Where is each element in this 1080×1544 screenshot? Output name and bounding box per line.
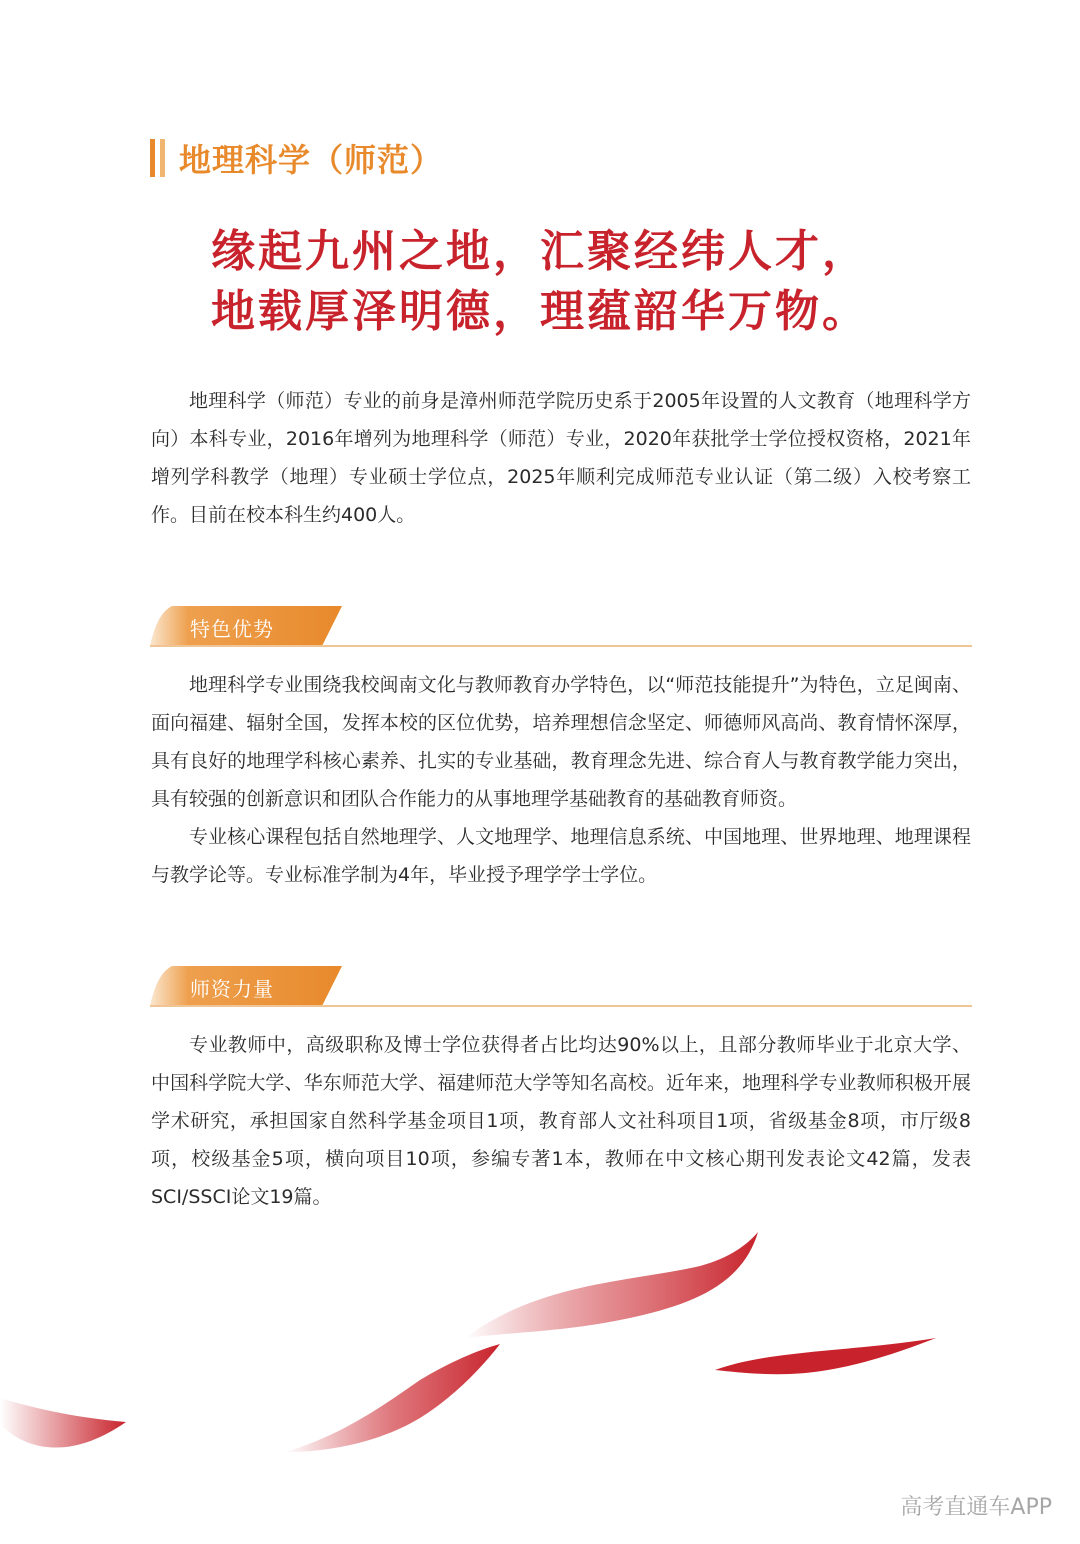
section-header-features <box>150 606 972 648</box>
ribbon-upper <box>465 1232 758 1338</box>
features-paragraph-1: 地理科学专业围绕我校闽南文化与教师教育办学特色，以“师范技能提升”为特色，立足闽南、面向福建、辐射全国，发挥本校的区位优势，培养理想信念坚定、师德师风高尚、教育情怀深厚，具有良好的地理学科核心素养、扎实的专业基础，教育理念先进、综合育人与教育教学能力突出，具有较强的创新意识和团队合作能力的从事地理学基础教育的基础教育师资。 <box>151 674 971 810</box>
section-heading-features: 特色优势 <box>190 617 274 641</box>
section-tab-features <box>150 606 342 646</box>
section-header-faculty <box>150 966 972 1008</box>
intro-paragraph: 地理科学（师范）专业的前身是漳州师范学院历史系于2005年设置的人文教育（地理科学方向）本科专业，2016年增列为地理科学（师范）专业，2020年获批学士学位授权资格，2021年增列学科教学（地理）专业硕士学位点，2025年顺利完成师范专业认证（第二级）入校考察工作。目前在校本科生约400人。 <box>151 390 971 526</box>
section-tab-faculty <box>150 966 342 1006</box>
watermark: 高考直通车APP <box>900 1495 1052 1520</box>
page-title: 地理科学（师范） <box>179 141 444 179</box>
ribbon-left <box>0 1398 126 1448</box>
ribbon-right <box>715 1338 936 1374</box>
slogan-line-2: 地载厚泽明德，理蕴韶华万物。 <box>211 286 869 337</box>
slogan-line-1: 缘起九州之地，汇聚经纬人才， <box>211 226 869 277</box>
ribbon-middle <box>285 1344 500 1452</box>
features-paragraph-2: 专业核心课程包括自然地理学、人文地理学、地理信息系统、中国地理、世界地理、地理课程与教学论等。专业标准学制为4年，毕业授予理学学士学位。 <box>151 826 971 886</box>
title-bar-icon <box>150 139 165 177</box>
section-divider <box>150 1005 972 1007</box>
section-title <box>150 138 443 178</box>
section-heading-faculty: 师资力量 <box>190 977 274 1001</box>
faculty-paragraph: 专业教师中，高级职称及博士学位获得者占比均达90%以上，且部分教师毕业于北京大学、中国科学院大学、华东师范大学、福建师范大学等知名高校。近年来，地理科学专业教师积极开展学术研究，承担国家自然科学基金项目1项，教育部人文社科项目1项，省级基金8项，市厅级8项，校级基金5项，横向项目10项，参编专著1本，教师在中文核心期刊发表论文42篇，发表SCI/SSCI论文19篇。 <box>151 1034 971 1208</box>
slogan <box>0 222 1080 342</box>
red-ribbon-decoration <box>0 1220 1080 1500</box>
section-divider <box>150 645 972 647</box>
